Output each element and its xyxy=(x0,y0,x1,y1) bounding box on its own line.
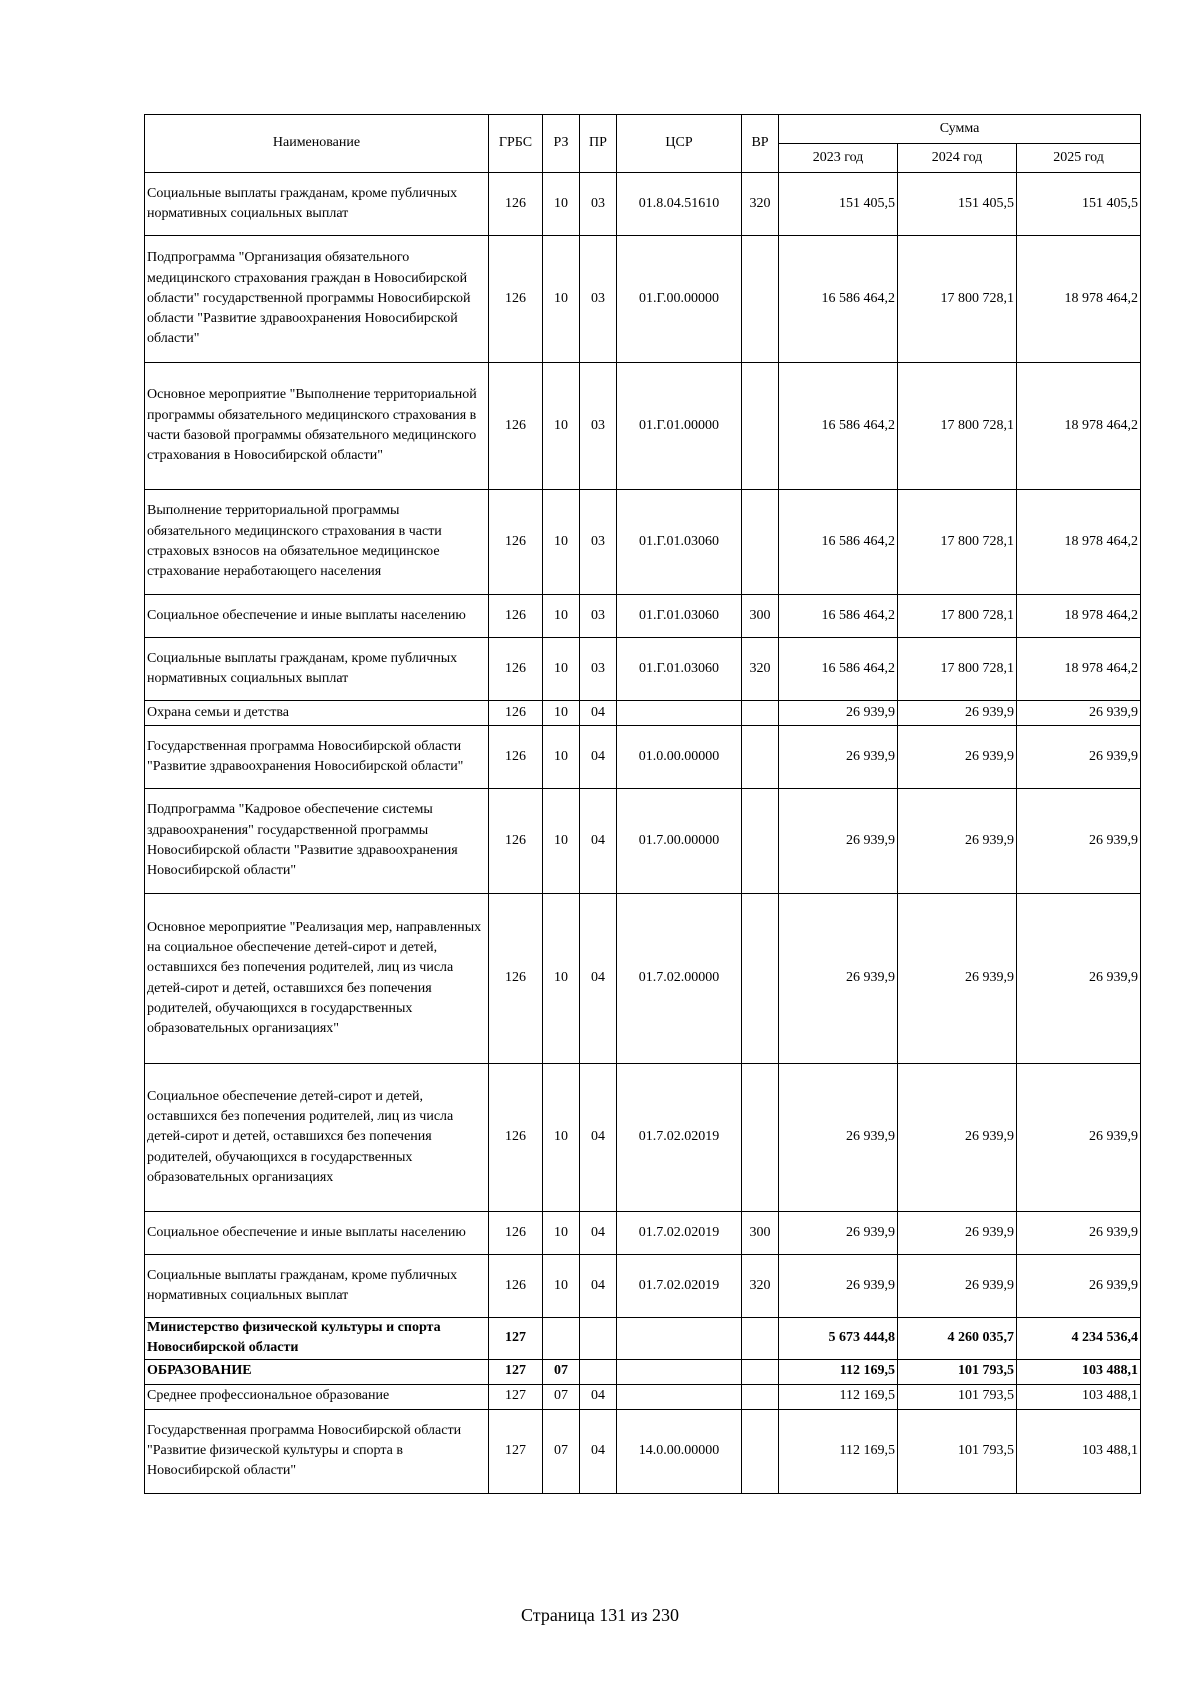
cell-pr: 03 xyxy=(580,638,617,701)
cell-name: Социальное обеспечение и иные выплаты населению xyxy=(145,595,489,638)
header-row-top xyxy=(145,115,1141,144)
cell-rz: 10 xyxy=(543,789,580,894)
cell-rz: 07 xyxy=(543,1359,580,1384)
cell-name: Социальное обеспечение и иные выплаты населению xyxy=(145,1212,489,1255)
cell-sum-2024: 101 793,5 xyxy=(898,1359,1017,1384)
cell-vr xyxy=(742,1359,779,1384)
cell-vr xyxy=(742,1384,779,1409)
cell-rz: 07 xyxy=(543,1409,580,1493)
header-rz: РЗ xyxy=(543,115,580,173)
cell-pr: 04 xyxy=(580,1384,617,1409)
cell-sum-2023: 16 586 464,2 xyxy=(779,638,898,701)
cell-pr xyxy=(580,1359,617,1384)
cell-sum-2025: 18 978 464,2 xyxy=(1017,595,1141,638)
cell-sum-2024: 26 939,9 xyxy=(898,1255,1017,1318)
cell-vr xyxy=(742,236,779,363)
table-row xyxy=(145,1384,1141,1409)
cell-grbs: 126 xyxy=(489,1212,543,1255)
cell-csr: 01.7.00.00000 xyxy=(617,789,742,894)
cell-sum-2025: 18 978 464,2 xyxy=(1017,363,1141,490)
table-row xyxy=(145,1359,1141,1384)
cell-pr: 04 xyxy=(580,1255,617,1318)
table-row xyxy=(145,638,1141,701)
header-csr: ЦСР xyxy=(617,115,742,173)
cell-sum-2025: 103 488,1 xyxy=(1017,1409,1141,1493)
cell-sum-2025: 26 939,9 xyxy=(1017,1064,1141,1212)
cell-grbs: 127 xyxy=(489,1409,543,1493)
cell-csr: 01.7.02.00000 xyxy=(617,894,742,1064)
cell-csr: 01.Г.01.03060 xyxy=(617,490,742,595)
cell-vr xyxy=(742,490,779,595)
cell-vr xyxy=(742,789,779,894)
cell-vr xyxy=(742,701,779,726)
cell-sum-2023: 26 939,9 xyxy=(779,789,898,894)
cell-pr: 03 xyxy=(580,173,617,236)
cell-pr: 03 xyxy=(580,595,617,638)
cell-rz: 10 xyxy=(543,726,580,789)
cell-name: Основное мероприятие "Реализация мер, направленных на социальное обеспечение детей-сирот и детей, оставшихся без попечения родителей, лиц из числа детей-сирот и детей, оставшихся без попечения родителей, обучающихся в государственных образовательных организациях" xyxy=(145,894,489,1064)
cell-csr: 01.Г.01.03060 xyxy=(617,638,742,701)
cell-name: Основное мероприятие "Выполнение территориальной программы обязательного медицинского страхования в части базовой программы обязательного медицинского страхования в Новосибирской области" xyxy=(145,363,489,490)
cell-pr: 04 xyxy=(580,894,617,1064)
cell-csr: 01.7.02.02019 xyxy=(617,1212,742,1255)
table-row xyxy=(145,1064,1141,1212)
cell-grbs: 126 xyxy=(489,726,543,789)
cell-sum-2024: 26 939,9 xyxy=(898,701,1017,726)
cell-name: Министерство физической культуры и спорта Новосибирской области xyxy=(145,1318,489,1360)
header-2025: 2025 год xyxy=(1017,144,1141,173)
cell-rz: 10 xyxy=(543,1212,580,1255)
cell-name: Государственная программа Новосибирской области "Развитие физической культуры и спорта в Новосибирской области" xyxy=(145,1409,489,1493)
cell-csr xyxy=(617,1359,742,1384)
cell-grbs: 126 xyxy=(489,638,543,701)
cell-csr: 14.0.00.00000 xyxy=(617,1409,742,1493)
table-row xyxy=(145,490,1141,595)
cell-csr xyxy=(617,1318,742,1360)
cell-sum-2023: 26 939,9 xyxy=(779,701,898,726)
cell-rz: 10 xyxy=(543,595,580,638)
cell-sum-2023: 26 939,9 xyxy=(779,1255,898,1318)
cell-pr: 03 xyxy=(580,236,617,363)
page-number: Страница 131 из 230 xyxy=(521,1605,679,1625)
cell-grbs: 127 xyxy=(489,1359,543,1384)
cell-grbs: 126 xyxy=(489,1064,543,1212)
cell-pr: 04 xyxy=(580,701,617,726)
cell-sum-2023: 26 939,9 xyxy=(779,1064,898,1212)
cell-sum-2024: 26 939,9 xyxy=(898,1064,1017,1212)
cell-sum-2023: 26 939,9 xyxy=(779,1212,898,1255)
cell-sum-2023: 112 169,5 xyxy=(779,1359,898,1384)
cell-sum-2024: 17 800 728,1 xyxy=(898,236,1017,363)
cell-csr xyxy=(617,701,742,726)
budget-table xyxy=(144,114,1141,1494)
cell-csr: 01.Г.00.00000 xyxy=(617,236,742,363)
cell-grbs: 126 xyxy=(489,701,543,726)
cell-sum-2024: 17 800 728,1 xyxy=(898,363,1017,490)
cell-sum-2024: 26 939,9 xyxy=(898,726,1017,789)
cell-vr: 320 xyxy=(742,638,779,701)
cell-rz: 07 xyxy=(543,1384,580,1409)
cell-sum-2025: 151 405,5 xyxy=(1017,173,1141,236)
cell-rz: 10 xyxy=(543,490,580,595)
cell-rz: 10 xyxy=(543,173,580,236)
cell-sum-2025: 26 939,9 xyxy=(1017,894,1141,1064)
cell-csr: 01.7.02.02019 xyxy=(617,1064,742,1212)
cell-sum-2023: 16 586 464,2 xyxy=(779,236,898,363)
table-row xyxy=(145,173,1141,236)
header-2024: 2024 год xyxy=(898,144,1017,173)
cell-grbs: 126 xyxy=(489,363,543,490)
cell-name: ОБРАЗОВАНИЕ xyxy=(145,1359,489,1384)
cell-name: Среднее профессиональное образование xyxy=(145,1384,489,1409)
cell-sum-2025: 26 939,9 xyxy=(1017,1255,1141,1318)
cell-pr: 04 xyxy=(580,726,617,789)
cell-vr xyxy=(742,894,779,1064)
cell-sum-2025: 18 978 464,2 xyxy=(1017,236,1141,363)
header-pr: ПР xyxy=(580,115,617,173)
cell-name: Государственная программа Новосибирской области "Развитие здравоохранения Новосибирской области" xyxy=(145,726,489,789)
table-row xyxy=(145,1318,1141,1360)
cell-sum-2023: 26 939,9 xyxy=(779,726,898,789)
cell-sum-2025: 26 939,9 xyxy=(1017,701,1141,726)
header-vr: ВР xyxy=(742,115,779,173)
cell-sum-2024: 101 793,5 xyxy=(898,1409,1017,1493)
cell-sum-2023: 112 169,5 xyxy=(779,1384,898,1409)
cell-rz: 10 xyxy=(543,236,580,363)
cell-vr xyxy=(742,1409,779,1493)
cell-vr: 300 xyxy=(742,1212,779,1255)
cell-rz: 10 xyxy=(543,638,580,701)
cell-sum-2023: 5 673 444,8 xyxy=(779,1318,898,1360)
cell-csr: 01.Г.01.00000 xyxy=(617,363,742,490)
cell-sum-2024: 17 800 728,1 xyxy=(898,490,1017,595)
cell-sum-2025: 26 939,9 xyxy=(1017,789,1141,894)
table-row xyxy=(145,726,1141,789)
table-row xyxy=(145,894,1141,1064)
cell-sum-2024: 17 800 728,1 xyxy=(898,595,1017,638)
cell-rz: 10 xyxy=(543,363,580,490)
cell-grbs: 127 xyxy=(489,1384,543,1409)
cell-grbs: 126 xyxy=(489,789,543,894)
cell-pr: 03 xyxy=(580,363,617,490)
cell-pr: 04 xyxy=(580,1409,617,1493)
table-row xyxy=(145,701,1141,726)
cell-pr: 04 xyxy=(580,1064,617,1212)
cell-pr xyxy=(580,1318,617,1360)
cell-sum-2023: 26 939,9 xyxy=(779,894,898,1064)
cell-sum-2024: 26 939,9 xyxy=(898,1212,1017,1255)
cell-sum-2025: 18 978 464,2 xyxy=(1017,490,1141,595)
cell-csr: 01.8.04.51610 xyxy=(617,173,742,236)
cell-csr: 01.0.00.00000 xyxy=(617,726,742,789)
cell-sum-2025: 103 488,1 xyxy=(1017,1359,1141,1384)
cell-vr: 320 xyxy=(742,173,779,236)
cell-grbs: 127 xyxy=(489,1318,543,1360)
cell-name: Социальное обеспечение детей-сирот и детей, оставшихся без попечения родителей, лиц из числа детей-сирот и детей, оставшихся без попечения родителей, обучающихся в государственных образовательных организациях xyxy=(145,1064,489,1212)
cell-pr: 04 xyxy=(580,789,617,894)
cell-name: Подпрограмма "Организация обязательного медицинского страхования граждан в Новосибирской области" государственной программы Новосибирской области "Развитие здравоохранения Новосибирской области" xyxy=(145,236,489,363)
cell-grbs: 126 xyxy=(489,595,543,638)
cell-name: Подпрограмма "Кадровое обеспечение системы здравоохранения" государственной программы Новосибирской области "Развитие здравоохранения Новосибирской области" xyxy=(145,789,489,894)
cell-rz: 10 xyxy=(543,894,580,1064)
table-row xyxy=(145,363,1141,490)
cell-vr xyxy=(742,1064,779,1212)
cell-sum-2025: 26 939,9 xyxy=(1017,1212,1141,1255)
cell-sum-2024: 151 405,5 xyxy=(898,173,1017,236)
cell-name: Охрана семьи и детства xyxy=(145,701,489,726)
cell-sum-2023: 16 586 464,2 xyxy=(779,595,898,638)
cell-sum-2025: 26 939,9 xyxy=(1017,726,1141,789)
cell-vr xyxy=(742,363,779,490)
cell-rz: 10 xyxy=(543,1064,580,1212)
table-row xyxy=(145,789,1141,894)
cell-csr xyxy=(617,1384,742,1409)
cell-name: Социальные выплаты гражданам, кроме публичных нормативных социальных выплат xyxy=(145,173,489,236)
cell-rz xyxy=(543,1318,580,1360)
cell-sum-2023: 16 586 464,2 xyxy=(779,363,898,490)
cell-csr: 01.7.02.02019 xyxy=(617,1255,742,1318)
cell-sum-2023: 151 405,5 xyxy=(779,173,898,236)
cell-grbs: 126 xyxy=(489,236,543,363)
cell-grbs: 126 xyxy=(489,1255,543,1318)
cell-grbs: 126 xyxy=(489,894,543,1064)
cell-pr: 04 xyxy=(580,1212,617,1255)
cell-sum-2025: 4 234 536,4 xyxy=(1017,1318,1141,1360)
header-sum: Сумма xyxy=(779,115,1141,144)
cell-sum-2024: 26 939,9 xyxy=(898,894,1017,1064)
cell-rz: 10 xyxy=(543,1255,580,1318)
cell-sum-2023: 112 169,5 xyxy=(779,1409,898,1493)
table-body xyxy=(145,173,1141,1494)
table-row xyxy=(145,1255,1141,1318)
table-row xyxy=(145,1212,1141,1255)
cell-csr: 01.Г.01.03060 xyxy=(617,595,742,638)
cell-vr: 320 xyxy=(742,1255,779,1318)
cell-grbs: 126 xyxy=(489,173,543,236)
cell-sum-2025: 18 978 464,2 xyxy=(1017,638,1141,701)
header-2023: 2023 год xyxy=(779,144,898,173)
cell-pr: 03 xyxy=(580,490,617,595)
cell-sum-2024: 17 800 728,1 xyxy=(898,638,1017,701)
cell-sum-2025: 103 488,1 xyxy=(1017,1384,1141,1409)
header-name: Наименование xyxy=(145,115,489,173)
cell-vr xyxy=(742,726,779,789)
header-grbs: ГРБС xyxy=(489,115,543,173)
cell-name: Социальные выплаты гражданам, кроме публичных нормативных социальных выплат xyxy=(145,638,489,701)
cell-vr xyxy=(742,1318,779,1360)
cell-name: Социальные выплаты гражданам, кроме публичных нормативных социальных выплат xyxy=(145,1255,489,1318)
cell-vr: 300 xyxy=(742,595,779,638)
cell-sum-2024: 4 260 035,7 xyxy=(898,1318,1017,1360)
table-row xyxy=(145,595,1141,638)
cell-sum-2023: 16 586 464,2 xyxy=(779,490,898,595)
cell-rz: 10 xyxy=(543,701,580,726)
table-row xyxy=(145,1409,1141,1493)
cell-sum-2024: 26 939,9 xyxy=(898,789,1017,894)
table-row xyxy=(145,236,1141,363)
cell-name: Выполнение территориальной программы обязательного медицинского страхования в части страховых взносов на обязательное медицинское страхование неработающего населения xyxy=(145,490,489,595)
cell-sum-2024: 101 793,5 xyxy=(898,1384,1017,1409)
cell-grbs: 126 xyxy=(489,490,543,595)
